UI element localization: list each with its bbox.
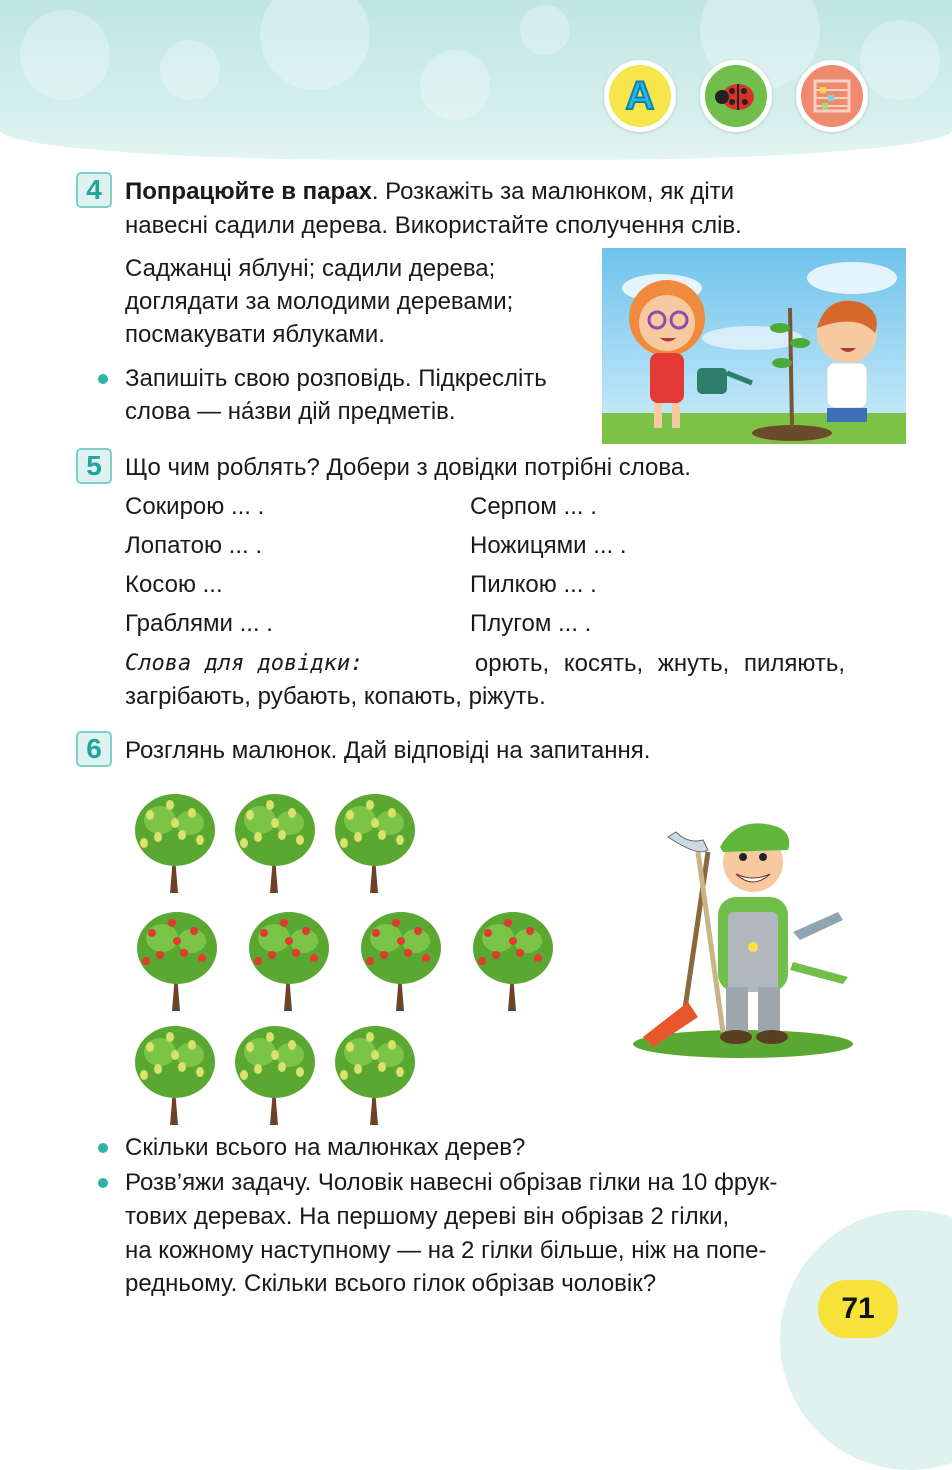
- task-5-number: 5: [76, 448, 112, 484]
- task-4-phrase-3: посмакувати яблуками.: [125, 321, 385, 348]
- task-6-bullet-1-text: Скільки всього на малюнках дерев?: [125, 1134, 526, 1161]
- task-5-left-1: Сокирою ... .: [125, 493, 265, 520]
- task-6-bullet-1: [98, 1143, 108, 1153]
- pear-tree-bottom-1: [130, 1017, 220, 1127]
- pear-tree-top-3: [330, 785, 420, 895]
- pear-tree-top-1: [130, 785, 220, 895]
- task-5-hint-label: Слова для довідки:: [125, 651, 364, 676]
- task-4-bullet: [98, 374, 108, 384]
- task-6-problem-line-4: редньому. Скільки всього гілок обрізав чоловік?: [125, 1270, 657, 1297]
- task-5-hint-line-2: загрібають, рубають, копають, ріжуть.: [125, 683, 546, 710]
- kids-planting-illustration: [602, 248, 906, 444]
- pear-tree-bottom-3: [330, 1017, 420, 1127]
- task-4-bullet-line-1: Запишіть свою розповідь. Підкресліть: [125, 365, 547, 392]
- apple-tree-1: [132, 903, 222, 1013]
- task-6-number: 6: [76, 731, 112, 767]
- pear-tree-bottom-2: [230, 1017, 320, 1127]
- task-4-phrase-2: доглядати за молодими деревами;: [125, 288, 514, 315]
- ladybug-badge: [700, 60, 772, 132]
- task-5-right-1: Серпом ... .: [470, 493, 597, 520]
- abacus-icon: [812, 78, 852, 114]
- apple-tree-4: [468, 903, 558, 1013]
- task-6-bullet-2: [98, 1178, 108, 1188]
- task-5-left-4: Граблями ... .: [125, 610, 273, 637]
- task-5-right-2: Ножицями ... .: [470, 532, 627, 559]
- pear-tree-top-2: [230, 785, 320, 895]
- task-5-right-4: Плугом ... .: [470, 610, 592, 637]
- task-5-hint-line-1: [125, 648, 845, 680]
- letter-a-badge: [604, 60, 676, 132]
- task-4-line-1: [125, 176, 845, 208]
- letter-a-icon: A: [625, 73, 655, 118]
- task-4-phrase-1: Саджанці яблуні; садили дерева;: [125, 255, 496, 282]
- apple-tree-3: [356, 903, 446, 1013]
- task-5-right-3: Пилкою ... .: [470, 571, 597, 598]
- task-5-hint-words-1: орють, косять, жнуть, пиляють,: [474, 650, 845, 677]
- ladybug-icon: [714, 79, 758, 113]
- abacus-badge: [796, 60, 868, 132]
- task-4-line-1-rest: . Розкажіть за малюнком, як діти: [371, 178, 735, 205]
- tree-illustrations: [130, 785, 570, 1130]
- task-4-number: 4: [76, 172, 112, 208]
- gardener-illustration: [628, 812, 858, 1060]
- task-4-bullet-line-2: слова — на́зви дій предметів.: [125, 398, 456, 425]
- task-5-left-3: Косою ...: [125, 571, 223, 598]
- task-6-problem-line-1: Розв’яжи задачу. Чоловік навесні обрізав гілки на 10 фрук-: [125, 1169, 778, 1196]
- task-5-left-2: Лопатою ... .: [125, 532, 262, 559]
- task-6-problem-line-3: на кожному наступному — на 2 гілки більше, ніж на попе-: [125, 1237, 767, 1264]
- task-4-bold-intro: Попрацюйте в парах: [125, 178, 372, 205]
- apple-tree-2: [244, 903, 334, 1013]
- task-6-question: Розглянь малюнок. Дай відповіді на запитання.: [125, 737, 651, 764]
- task-4-line-2: навесні садили дерева. Використайте сполучення слів.: [125, 212, 742, 239]
- task-5-question: Що чим роблять? Добери з довідки потрібні слова.: [125, 454, 691, 481]
- task-6-problem-line-2: тових деревах. На першому дереві він обрізав 2 гілки,: [125, 1203, 730, 1230]
- page-number: 71: [818, 1280, 898, 1338]
